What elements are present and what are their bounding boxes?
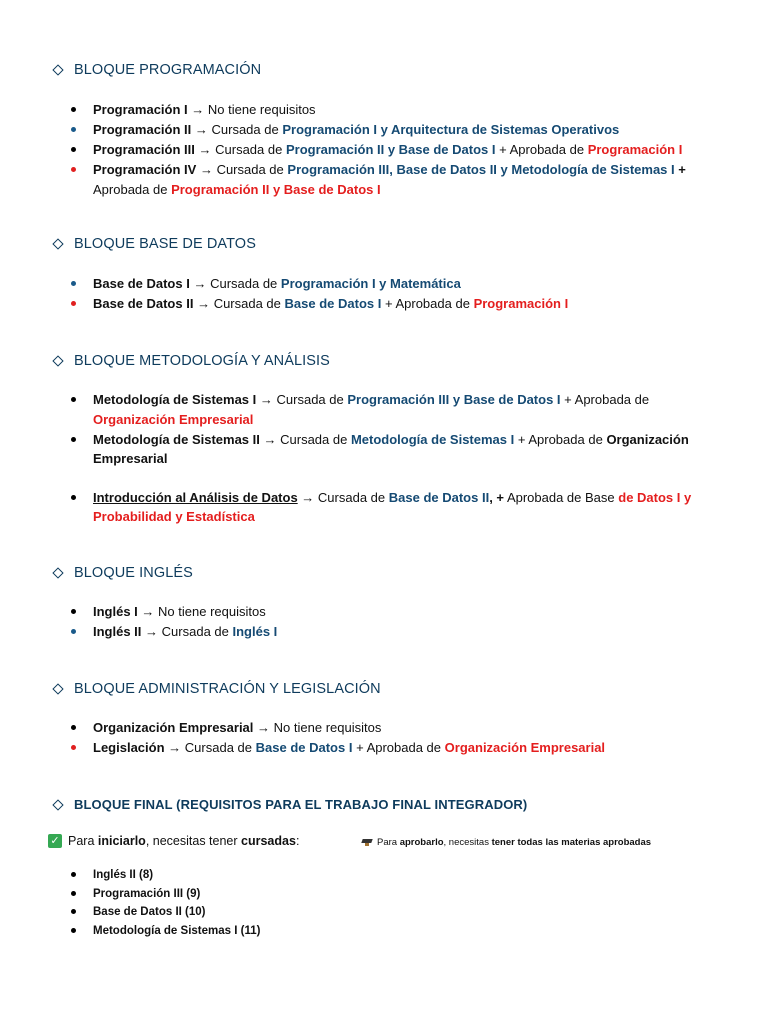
final-start-requirement: [48, 834, 299, 848]
list-item: [0, 294, 713, 314]
requirement-text: + Aprobada de: [517, 431, 603, 447]
admin-list: [0, 718, 713, 758]
cursada-subjects: Programación III: [347, 392, 450, 407]
note-bold: iniciarlo: [97, 834, 146, 848]
arrow-icon: →: [145, 624, 159, 639]
cursada-subjects: Base de Datos II: [388, 489, 490, 505]
section-heading-programacion: [52, 62, 261, 78]
arrow-icon: →: [194, 122, 208, 137]
subject-name: Metodología de Sistemas I: [93, 392, 257, 407]
subject-name: Legislación: [93, 740, 165, 755]
arrow-icon: →: [301, 489, 315, 505]
note-bold: cursadas: [241, 834, 296, 848]
final-subjects-list: [0, 866, 713, 940]
list-item: [0, 120, 713, 140]
bullet: [71, 725, 76, 730]
aprobada-subjects: Organización Empresarial: [93, 431, 689, 466]
bullet: [71, 928, 76, 933]
requirement-text: Cursada de: [216, 162, 284, 177]
plus-sign: , +: [489, 489, 505, 505]
arrow-icon: →: [168, 740, 182, 755]
requirement-text: Cursada de: [184, 740, 252, 755]
note-text: Para: [68, 834, 95, 848]
list-item: [0, 622, 713, 642]
list-item: [0, 488, 713, 527]
list-item: [0, 160, 713, 199]
diamond-outline-icon: [52, 64, 63, 75]
requirement-text: Cursada de: [317, 489, 386, 505]
programacion-list: [0, 100, 713, 200]
requirement-text: + Aprobada de: [384, 296, 470, 311]
ingles-list: [0, 602, 713, 642]
subject-name: Base de Datos I: [93, 276, 190, 291]
requirement-text: Cursada de: [276, 392, 344, 407]
note-text: , necesitas tener: [145, 834, 238, 848]
list-item: [0, 100, 713, 120]
aprobada-subjects: Programación II y Base de Datos I: [171, 181, 381, 197]
cursada-subjects: Programación I y Matemática: [280, 276, 461, 291]
bullet: [71, 872, 76, 877]
list-item: [0, 738, 713, 758]
graduation-cap-icon: [362, 839, 372, 847]
section-heading-administracion: [52, 681, 381, 697]
list-item: [0, 390, 713, 429]
diamond-outline-icon: [52, 355, 63, 366]
section-title: BLOQUE INGLÉS: [74, 565, 193, 581]
note-text: Para: [377, 837, 398, 848]
aprobada-subjects: Organización Empresarial: [93, 411, 254, 427]
cursada-subjects: Base de Datos I: [463, 392, 561, 407]
subject-name: Programación IV: [93, 162, 197, 177]
base-datos-list: [0, 274, 713, 314]
requirement-text: Cursada de: [280, 431, 348, 447]
subject-name: Introducción al Análisis de Datos: [93, 489, 298, 505]
bullet: [71, 147, 76, 152]
diamond-outline-icon: [52, 799, 63, 810]
requirement-text: Cursada de: [215, 142, 283, 157]
arrow-icon: →: [263, 431, 277, 447]
cursada-subjects: Base de Datos I: [284, 296, 382, 311]
list-item: [0, 885, 713, 903]
note-bold: tener todas las materias aprobadas: [491, 837, 652, 848]
list-item: [0, 274, 713, 294]
requirement-text: + Aprobada de: [356, 740, 442, 755]
requirement-text: Cursada de: [161, 624, 229, 639]
check-box-icon: ✓: [48, 834, 62, 848]
diamond-outline-icon: [52, 683, 63, 694]
bullet: [71, 397, 76, 402]
bullet: [71, 629, 76, 634]
note-bold: aprobarlo: [399, 837, 444, 848]
subject-name: Metodología de Sistemas II: [93, 431, 260, 447]
list-item: [0, 866, 713, 884]
bullet: [71, 609, 76, 614]
plus-sign: +: [678, 162, 686, 177]
cursada-subjects: Metodología de Sistemas I: [350, 431, 515, 447]
section-title: BLOQUE METODOLOGÍA Y ANÁLISIS: [74, 353, 330, 369]
list-item: [0, 140, 713, 160]
arrow-icon: →: [197, 296, 211, 311]
metodologia-list: [0, 390, 713, 527]
bullet: [71, 745, 76, 750]
subject-name: Inglés II: [93, 624, 142, 639]
arrow-icon: →: [259, 392, 273, 407]
section-heading-base-datos: [52, 236, 256, 252]
arrow-icon: →: [198, 142, 212, 157]
requirement-text: Aprobada de: [93, 181, 168, 197]
subject-name: Base de Datos II (10): [93, 906, 206, 918]
list-item: [0, 922, 713, 940]
aprobada-subjects: Programación I: [587, 142, 683, 157]
arrow-icon: →: [191, 102, 205, 117]
section-heading-metodologia: [52, 353, 330, 369]
bullet: [71, 437, 76, 442]
aprobada-subjects: Organización Empresarial: [444, 740, 606, 755]
bullet: [71, 495, 76, 500]
arrow-icon: →: [257, 720, 271, 735]
bullet: [71, 909, 76, 914]
subject-name: Organización Empresarial: [93, 720, 254, 735]
cursada-subjects: Base de Datos I: [255, 740, 353, 755]
final-approval-note: [362, 837, 651, 848]
note-text: :: [295, 834, 300, 848]
requirement-text: + Aprobada de: [564, 392, 650, 407]
requirement-text: + Aprobada de: [499, 142, 585, 157]
cursada-subjects: Programación II y Base de Datos I: [285, 142, 496, 157]
bullet: [71, 127, 76, 132]
cursada-subjects: Programación I y Arquitectura de Sistemas Operativos: [282, 122, 620, 137]
subject-name: Programación III: [93, 142, 195, 157]
diamond-outline-icon: [52, 567, 63, 578]
section-title: BLOQUE ADMINISTRACIÓN Y LEGISLACIÓN: [74, 681, 381, 697]
bullet: [71, 281, 76, 286]
requirement-text: Cursada de: [210, 276, 278, 291]
subject-name: Metodología de Sistemas I (11): [93, 924, 261, 937]
arrow-icon: →: [199, 162, 213, 177]
section-heading-ingles: [52, 565, 193, 581]
cursada-subjects: Programación III, Base de Datos II y Metodología de Sistemas I: [287, 162, 675, 177]
subject-name: Programación II: [93, 122, 192, 137]
arrow-icon: →: [141, 604, 155, 619]
diamond-outline-icon: [52, 238, 63, 249]
requirement-text: No tiene requisitos: [158, 604, 266, 619]
bullet: [71, 167, 76, 172]
bullet: [71, 891, 76, 896]
list-item: [0, 430, 713, 469]
arrow-icon: →: [193, 276, 207, 291]
subject-name: Base de Datos II: [93, 296, 194, 311]
conjunction: y: [452, 392, 461, 407]
section-title: BLOQUE FINAL (REQUISITOS PARA EL TRABAJO FINAL INTEGRADOR): [74, 797, 528, 812]
cursada-subjects: Inglés I: [232, 624, 278, 639]
list-item: [0, 903, 713, 921]
requirement-text: Cursada de: [213, 296, 281, 311]
section-title: BLOQUE PROGRAMACIÓN: [74, 62, 262, 78]
subject-name: Inglés I: [93, 604, 138, 619]
aprobada-subjects: Programación I: [473, 296, 569, 311]
section-title: BLOQUE BASE DE DATOS: [74, 236, 256, 252]
aprobada-subjects: de Datos I y Probabilidad y Estadística: [93, 489, 692, 524]
list-item: [0, 718, 713, 738]
requirement-text: Cursada de: [211, 122, 279, 137]
subject-name: Programación III (9): [93, 887, 201, 900]
section-heading-final: [52, 797, 527, 812]
requirement-text: Aprobada de Base: [506, 489, 615, 505]
requirement-text: No tiene requisitos: [273, 720, 382, 735]
subject-name: Programación I: [93, 102, 188, 117]
bullet: [71, 107, 76, 112]
note-text: , necesitas: [443, 837, 489, 848]
bullet: [71, 301, 76, 306]
requirement-text: No tiene requisitos: [207, 102, 316, 117]
list-item: [0, 602, 713, 622]
subject-name: Inglés II (8): [93, 869, 154, 881]
